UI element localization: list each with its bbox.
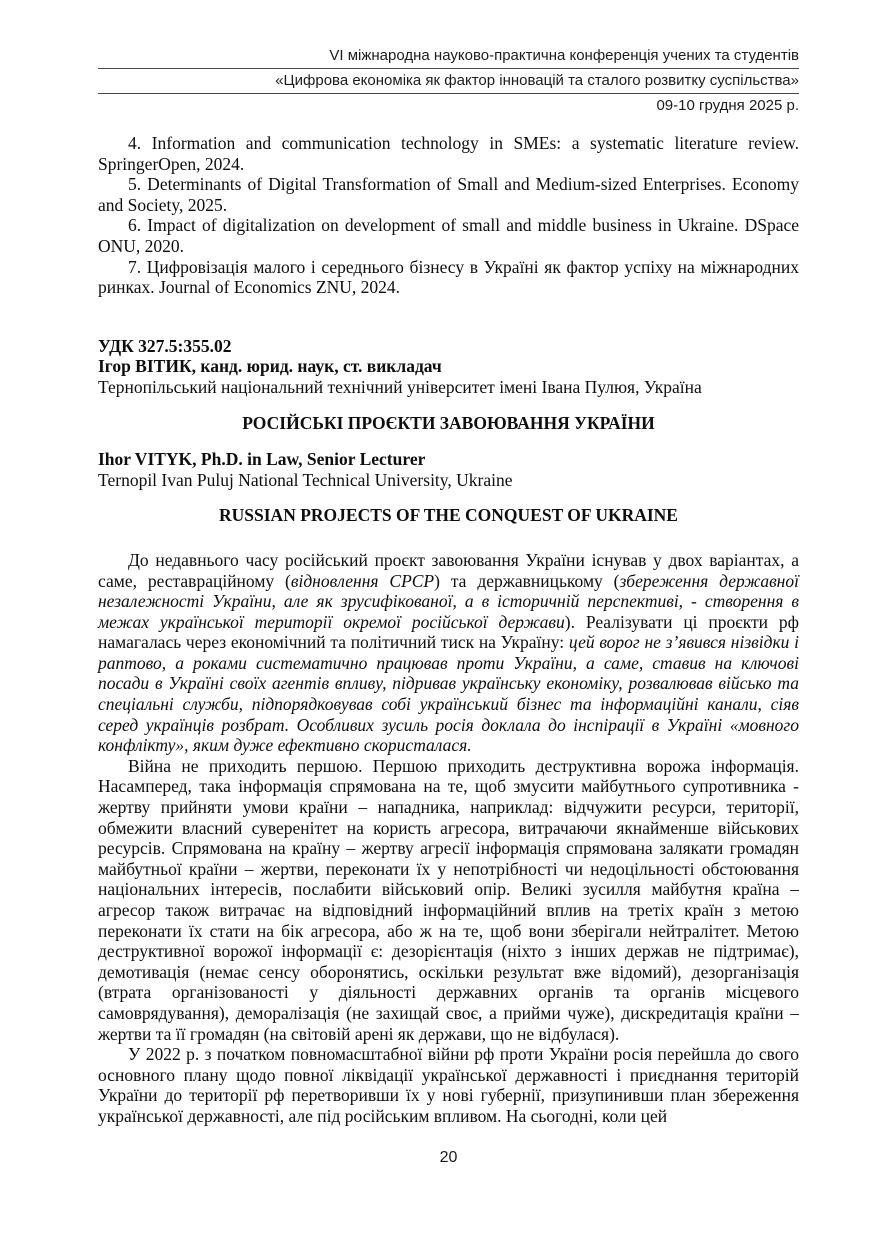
text-run: ). Реалізувати ці проєкти рф намагалась через економічний та політичний тиск на Україну: (98, 611, 799, 653)
article-paragraph-3 (98, 1044, 799, 1126)
text-run: До недавнього часу російський проєкт завоювання України існував у двох варіантах, а саме, реставраційному ( (98, 549, 799, 591)
italic-text-run: відновлення СРСР (290, 570, 435, 591)
header-theme-line: «Цифрова економіка як фактор інновацій та сталого розвитку суспільства» (275, 72, 799, 89)
affiliation-ua: Тернопільський національний технічний університет імені Івана Пулюя, Україна (98, 376, 702, 397)
affiliation-en: Ternopil Ivan Puluj National Technical University, Ukraine (98, 469, 513, 490)
page-number: 20 (439, 1148, 458, 1166)
references-section (98, 133, 799, 298)
article-title-en: RUSSIAN PROJECTS OF THE CONQUEST OF UKRAINE (219, 505, 678, 526)
article-paragraph-1 (98, 550, 799, 756)
author-en: Ihor VITYK, Ph.D. in Law, Senior Lecturer (98, 449, 426, 470)
article-body (98, 550, 799, 1127)
page-footer (98, 1149, 799, 1167)
article-meta-en (98, 449, 799, 490)
header-date-line: 09-10 грудня 2025 р. (656, 97, 799, 114)
reference-item: 4. Information and communication technology in SMEs: a systematic literature review. SpringerOpen, 2024. (98, 133, 799, 174)
author-ua: Ігор ВІТИК, канд. юрид. наук, ст. викладач (98, 356, 442, 377)
reference-item: 7. Цифровізація малого і середнього бізнесу в Україні як фактор успіху на міжнародних ринках. Journal of Economics ZNU, 2024. (98, 256, 799, 298)
text-run: Війна не приходить першою. Першою приходить деструктивна ворожа інформація. Насамперед, така інформація спрямована на те, щоб змусити майбутнього супротивника - жертву прийняти умови країни – нападника, наприклад: відчужити ресурси, території, обмежити власний суверенітет на користь агресора, витрачаючи якнайменше військових ресурсів. Спрямована на країну – жертву агресії інформація спрямована залякати громадян майбутньої країни – жертви, переконати їх у непотрібності чи недоцільності обстоювання національних інтересів, послабити військовий опір. Великі зусилля майбутня країна – агресор також витрачає на відповідний інформаційний вплив на третіх країн з метою переконати їх стати на бік агресора, або ж на те, щоб вони зберігали нейтралітет. Метою деструктивної ворожої інформації є: дезорієнтація (ніхто з інших держав не підтримає), демотивація (немає сенсу оборонятись, оскільки результат вже відомий), дезорганізація (втрата організованості у діяльності державних органів та органів місцевого самоврядування), деморалізація (не захищай своє, а прийми чуже), дискредитація країни – жертви та її громадян (на світовій арені як держави, що не відбулася). (98, 755, 799, 1044)
italic-text-run: цей ворог не з’явився нізвідки і раптово, а роками систематично працював проти України, а саме, ставив на ключові посади в Україні своїх агентів впливу, підривав українську економіку, розвалював військо та спеціальні служби, підпорядковував собі український бізнес та інформаційні канали, сіяв серед українців розбрат. Особливих зусиль росія доклала до інспірації в Україні «мовного конфлікту», яким дуже ефективно скористалася. (98, 632, 799, 756)
header-divider-bottom (98, 93, 799, 94)
article-paragraph-2 (98, 756, 799, 1044)
header-divider-top (98, 68, 799, 69)
header-conference-line: VI міжнародна науково-практична конференція учених та студентів (329, 47, 799, 64)
page-header (98, 46, 799, 116)
italic-text-run: збереження державної незалежності України, але як зрусифікованої, а в історичній перспективі, - створення в межах української території окремої російської держави (98, 570, 799, 632)
reference-item: 6. Impact of digitalization on development of small and middle business in Ukraine. DSpace ONU, 2020. (98, 215, 799, 256)
udk-code: УДК 327.5:355.02 (98, 335, 232, 356)
article-title-ua: РОСІЙСЬКІ ПРОЄКТИ ЗАВОЮВАННЯ УКРАЇНИ (242, 412, 655, 433)
reference-item: 5. Determinants of Digital Transformation of Small and Medium-sized Enterprises. Economy and Society, 2025. (98, 174, 799, 215)
text-run: У 2022 р. з початком повномасштабної війни рф проти України росія перейшла до свого основного плану щодо повної ліквідації української державності і приєднання територій України до території рф перетворивши їх у нові губернії, призупинивши план збереження української державності, але під російським впливом. На сьогодні, коли цей (98, 1044, 799, 1126)
text-run: ) та державницькому ( (434, 570, 620, 591)
article-meta-ua (98, 336, 799, 398)
